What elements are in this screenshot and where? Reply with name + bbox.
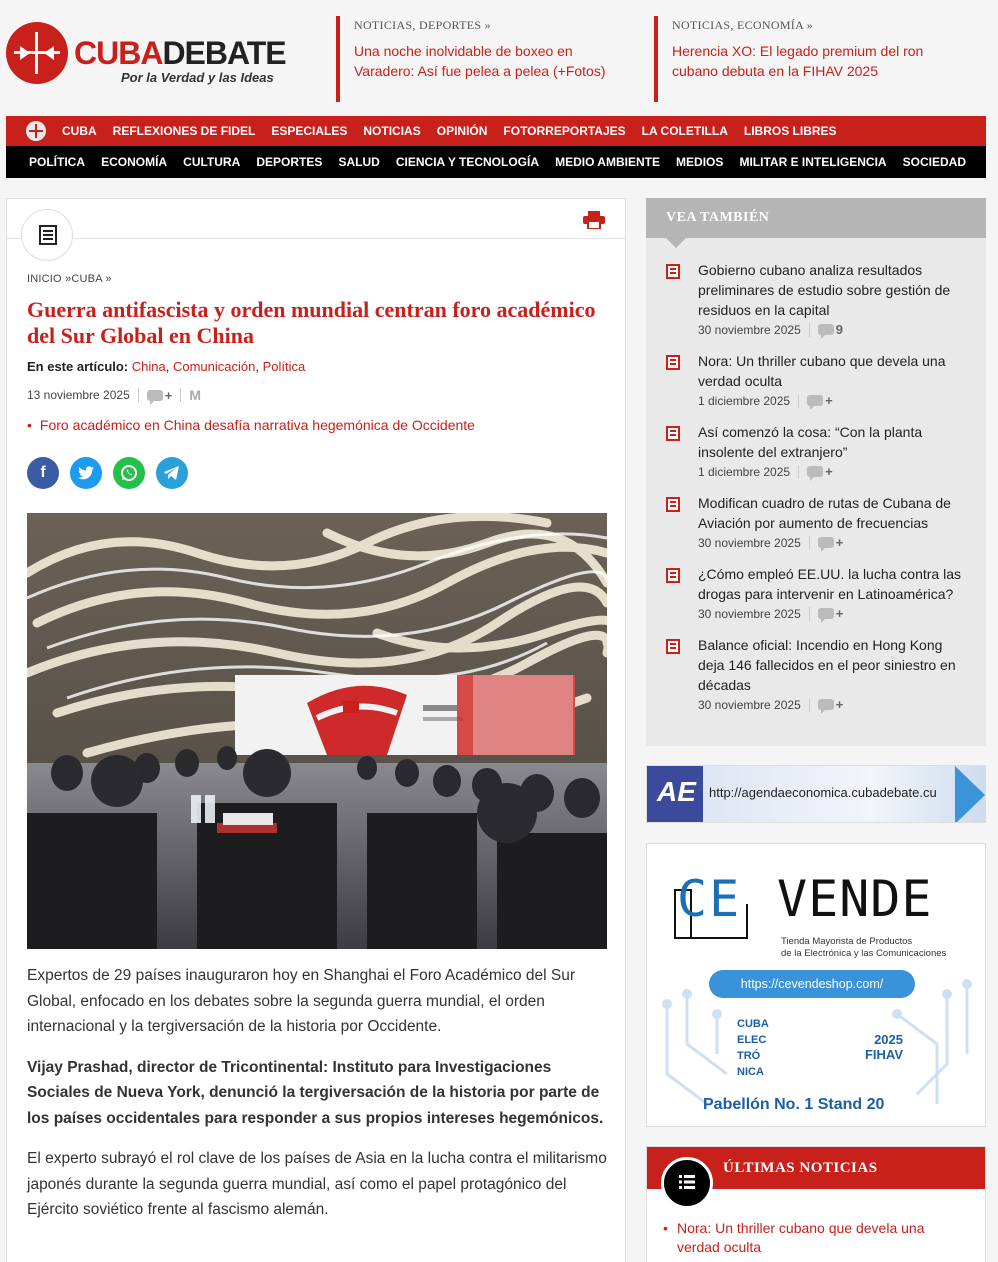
document-icon xyxy=(666,355,680,370)
list-item-title[interactable]: ¿Cómo empleó EE.UU. la lucha contra las drogas para intervenir en Latinoamérica? xyxy=(698,566,961,602)
list-item-title[interactable]: Modifican cuadro de rutas de Cubana de Aviación por aumento de frecuencias xyxy=(698,495,951,531)
logo-emblem-icon xyxy=(6,22,68,84)
comment-icon[interactable] xyxy=(807,395,823,406)
site-header xyxy=(0,0,998,116)
arrow-icon xyxy=(955,766,985,823)
telegram-icon[interactable] xyxy=(156,457,188,489)
list-item-date: 1 diciembre 2025 xyxy=(698,393,791,408)
article-tags: En este artículo: China, Comunicación, Política xyxy=(27,359,306,374)
print-icon[interactable] xyxy=(583,211,605,234)
cevende-banner[interactable] xyxy=(646,843,986,1127)
article-date: 13 noviembre 2025 xyxy=(27,388,130,402)
ultimas-noticias-widget xyxy=(646,1146,986,1262)
article-title: Guerra antifascista y orden mundial centran foro académico del Sur Global en China xyxy=(27,297,596,348)
list-item-date: 30 noviembre 2025 xyxy=(698,322,801,337)
featured-title[interactable]: Una noche inolvidable de boxeo en Varadero: Así fue pelea a pelea (+Fotos) xyxy=(354,43,606,79)
ultimas-heading: ÚLTIMAS NOTICIAS xyxy=(647,1147,985,1189)
fihav-logo: 2025 FIHAV xyxy=(864,1032,903,1062)
tag-china[interactable]: China xyxy=(131,359,166,374)
article-body xyxy=(27,963,607,1238)
list-icon xyxy=(661,1157,713,1209)
document-icon xyxy=(666,497,680,512)
list-item[interactable] xyxy=(666,493,966,550)
nav-medio-ambiente[interactable]: MEDIO AMBIENTE xyxy=(555,155,660,169)
list-item-title[interactable]: Balance oficial: Incendio en Hong Kong deja 146 fallecidos en el peor siniestro en décadas xyxy=(698,637,956,693)
nav-opinion[interactable]: OPINIÓN xyxy=(436,124,488,138)
nav-ciencia[interactable]: CIENCIA Y TECNOLOGÍA xyxy=(395,155,539,169)
banner-url[interactable]: http://agendaeconomica.cubadebate.cu xyxy=(709,785,937,800)
agenda-economica-banner[interactable] xyxy=(646,765,986,823)
whatsapp-icon[interactable] xyxy=(113,457,145,489)
nav-sociedad[interactable]: SOCIEDAD xyxy=(902,155,966,169)
list-item[interactable] xyxy=(666,635,966,712)
list-item[interactable] xyxy=(666,351,966,408)
list-item-date: 1 diciembre 2025 xyxy=(698,464,791,479)
comment-count[interactable]: + xyxy=(835,697,844,712)
document-icon xyxy=(666,264,680,279)
list-item-title[interactable]: Nora: Un thriller cubano que devela una verdad oculta xyxy=(698,353,946,389)
nav-deportes[interactable]: DEPORTES xyxy=(256,155,323,169)
cevende-ce: CE xyxy=(677,870,742,928)
comment-count[interactable]: + xyxy=(835,606,844,621)
nav-noticias[interactable]: NOTICIAS xyxy=(363,124,421,138)
m-icon[interactable]: M xyxy=(189,387,202,403)
logo-cuba: CUBA xyxy=(74,35,163,71)
comment-count[interactable]: + xyxy=(835,535,844,550)
tags-label: En este artículo: xyxy=(27,359,129,374)
featured-category[interactable]: NOTICIAS, DEPORTES » xyxy=(354,18,491,32)
nav-medios[interactable]: MEDIOS xyxy=(676,155,724,169)
featured-title[interactable]: Herencia XO: El legado premium del ron cubano debuta en la FIHAV 2025 xyxy=(672,43,924,79)
secondary-nav xyxy=(6,146,986,178)
nav-politica[interactable]: POLÍTICA xyxy=(29,155,85,169)
vea-tambien-widget xyxy=(646,198,986,746)
nav-cuba[interactable]: CUBA xyxy=(62,124,97,138)
ae-logo: AE xyxy=(657,776,696,807)
nav-libros-libres[interactable]: LIBROS LIBRES xyxy=(743,124,837,138)
comment-icon[interactable] xyxy=(147,390,163,401)
cevende-vende: VENDE xyxy=(777,870,933,928)
paragraph: Expertos de 29 países inauguraron hoy en Shanghai el Foro Académico del Sur Global, enfocado en los debates sobre la segunda guerra mundial, el orden internacional y la tergiversación de la historia por Occidente. xyxy=(27,967,576,1035)
nav-cultura[interactable]: CULTURA xyxy=(183,155,241,169)
list-item-date: 30 noviembre 2025 xyxy=(698,697,801,712)
site-logo[interactable] xyxy=(6,22,286,88)
list-item-title[interactable]: Gobierno cubano analiza resultados preliminares de estudio sobre gestión de residuos en la capital xyxy=(698,262,951,318)
tag-comunicacion[interactable]: Comunicación xyxy=(172,359,256,374)
home-icon[interactable] xyxy=(26,121,46,141)
list-item[interactable] xyxy=(666,422,966,479)
comment-icon[interactable] xyxy=(818,699,834,710)
list-item-title[interactable]: Así comenzó la cosa: “Con la planta insolente del extranjero” xyxy=(698,424,923,460)
stand-text: Pabellón No. 1 Stand 20 xyxy=(703,1096,885,1113)
nav-economia[interactable]: ECONOMÍA xyxy=(101,155,168,169)
comment-count[interactable]: + xyxy=(825,464,833,479)
share-buttons xyxy=(27,457,188,489)
comment-count[interactable]: 9 xyxy=(835,322,843,337)
comment-icon[interactable] xyxy=(807,466,823,477)
article-document-icon xyxy=(21,209,73,261)
nav-especiales[interactable]: ESPECIALES xyxy=(271,124,348,138)
list-item-date: 30 noviembre 2025 xyxy=(698,535,801,550)
list-item[interactable] xyxy=(666,564,966,621)
comment-count[interactable]: + xyxy=(825,393,833,408)
article-meta xyxy=(27,387,201,403)
list-item-date: 30 noviembre 2025 xyxy=(698,606,801,621)
vea-tambien-heading: VEA TAMBIÉN xyxy=(646,198,986,238)
logo-wordmark xyxy=(74,36,286,70)
document-icon xyxy=(666,639,680,654)
logo-tagline: Por la Verdad y las Ideas xyxy=(121,70,274,85)
document-icon xyxy=(666,568,680,583)
paragraph: El experto subrayó el rol clave de los países de Asia en la lucha contra el militarismo japonés durante la segunda guerra mundial, así como el papel protagónico del Ejército soviético frente al fascismo alemán. xyxy=(27,1150,607,1218)
document-icon xyxy=(666,426,680,441)
breadcrumb[interactable]: INICIO »CUBA » xyxy=(27,273,112,285)
comment-icon[interactable] xyxy=(818,608,834,619)
nav-la-coletilla[interactable]: LA COLETILLA xyxy=(641,124,728,138)
featured-category[interactable]: NOTICIAS, ECONOMÍA » xyxy=(672,18,813,32)
ultimas-item[interactable]: • Nora: Un thriller cubano que devela una verdad oculta xyxy=(677,1219,967,1257)
comment-icon[interactable] xyxy=(818,324,834,335)
list-item[interactable] xyxy=(666,260,966,337)
twitter-icon[interactable] xyxy=(70,457,102,489)
featured-news-2[interactable] xyxy=(654,16,954,102)
nav-fotorreportajes[interactable]: FOTORREPORTAJES xyxy=(503,124,626,138)
nav-militar[interactable]: MILITAR E INTELIGENCIA xyxy=(739,155,887,169)
logo-debate: DEBATE xyxy=(162,35,286,71)
comment-count[interactable]: + xyxy=(164,387,173,403)
tag-politica[interactable]: Política xyxy=(262,359,306,374)
nav-salud[interactable]: SALUD xyxy=(338,155,380,169)
nav-reflexiones[interactable]: REFLEXIONES DE FIDEL xyxy=(112,124,256,138)
featured-news-1[interactable] xyxy=(336,16,636,102)
cevende-url-button[interactable]: https://cevendeshop.com/ xyxy=(709,970,915,998)
paragraph: Vijay Prashad, director de Tricontinental: Instituto para Investigaciones Sociales de Nueva York, denunció la tergiversación de la historia por parte de los países occidentales para responder a sus propios intereses hegemónicos. xyxy=(27,1058,604,1127)
cubaelectronica-logo: CUBA ELEC TRÓ NICA xyxy=(737,1018,769,1078)
comment-icon[interactable] xyxy=(818,537,834,548)
article-photo xyxy=(27,513,607,949)
article-card xyxy=(6,198,626,1262)
cevende-subtitle: Tienda Mayorista de Productos de la Electrónica y las Comunicaciones xyxy=(781,936,947,959)
primary-nav xyxy=(6,116,986,146)
related-link[interactable]: • Foro académico en China desafía narrativa hegemónica de Occidente xyxy=(27,417,475,433)
article-topbar xyxy=(7,199,625,239)
facebook-icon[interactable]: f xyxy=(27,457,59,489)
